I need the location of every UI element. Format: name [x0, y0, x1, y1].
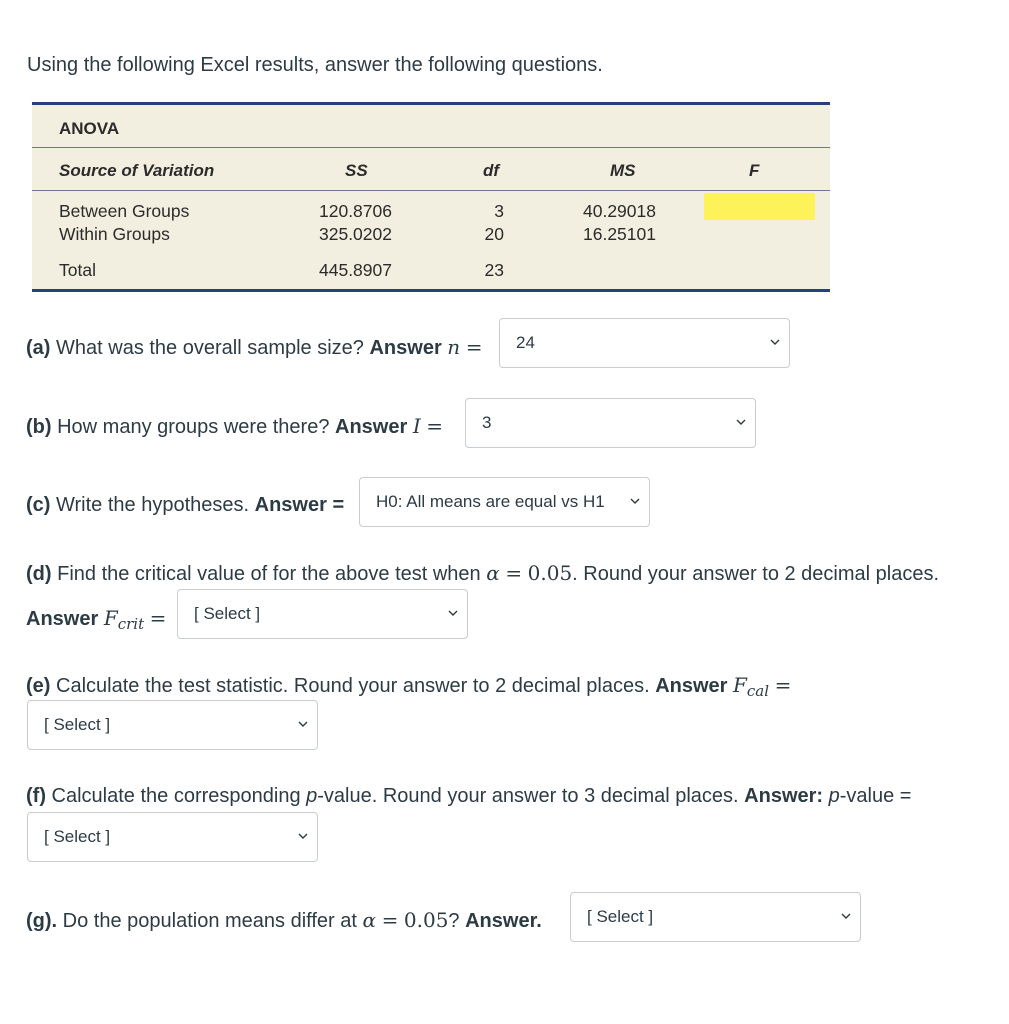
chevron-down-icon — [769, 336, 781, 348]
row-between-df: 3 — [494, 201, 504, 221]
alpha-symbol: α — [362, 908, 376, 932]
var-f: F — [103, 606, 118, 630]
critical-value-placeholder: [ Select ] — [194, 604, 261, 623]
question-f-text: Calculate the corresponding — [45, 785, 307, 807]
question-b-label: (b) — [26, 416, 52, 438]
test-statistic-placeholder: [ Select ] — [44, 715, 111, 734]
answer-label: Answer — [369, 337, 442, 359]
header-df: df — [483, 161, 500, 180]
question-g — [26, 908, 542, 933]
p-value-placeholder: [ Select ] — [44, 827, 111, 846]
var-n: n — [447, 335, 461, 359]
p-value-select[interactable] — [27, 812, 318, 862]
chevron-down-icon — [840, 910, 852, 922]
row-total-source: Total — [59, 260, 96, 280]
alpha-value: 0.05 — [403, 908, 449, 932]
alpha-value: 0.05 — [527, 561, 573, 585]
var-i: I — [412, 414, 421, 438]
header-f: F — [749, 161, 760, 180]
chevron-down-icon — [629, 495, 641, 507]
equals-sign: = — [505, 561, 523, 585]
question-f-text2: -value. Round your answer to 3 decimal places. — [317, 785, 745, 807]
equals-sign: = — [426, 414, 444, 438]
equals-sign: = — [381, 908, 399, 932]
answer-label: Answer — [26, 608, 99, 630]
row-within-ss: 325.0202 — [319, 224, 392, 244]
answer-label: Answer — [335, 416, 408, 438]
row-between-ms: 40.29018 — [583, 201, 656, 221]
question-b — [26, 414, 443, 439]
row-total-df: 23 — [484, 260, 504, 280]
table-divider — [32, 190, 830, 191]
alpha-symbol: α — [486, 561, 500, 585]
question-b-text: How many groups were there? — [51, 416, 336, 438]
table-divider — [32, 147, 830, 148]
anova-title: ANOVA — [59, 119, 120, 138]
question-c-text: Write the hypotheses. — [50, 494, 255, 516]
equals-sign: = — [149, 606, 167, 630]
var-f-subscript: cal — [746, 682, 770, 700]
critical-value-select[interactable] — [177, 589, 468, 639]
question-a-label: (a) — [26, 337, 51, 359]
question-a — [26, 335, 483, 360]
question-d-tail: . Round your answer to 2 decimal places. — [572, 563, 940, 585]
sample-size-value: 24 — [516, 333, 535, 352]
test-statistic-select[interactable] — [27, 700, 318, 750]
header-source: Source of Variation — [59, 161, 215, 180]
chevron-down-icon — [735, 416, 747, 428]
question-e-text: Calculate the test statistic. Round your answer to 2 decimal places. — [50, 675, 656, 697]
equals-sign: = — [465, 335, 483, 359]
instructions-text: Using the following Excel results, answer the following questions. — [27, 54, 603, 76]
hypotheses-value: H0: All means are equal vs H1 — [376, 492, 605, 511]
answer-label: Answer. — [465, 910, 542, 932]
var-f: F — [733, 673, 747, 697]
question-c-label: (c) — [26, 494, 51, 516]
question-d — [26, 561, 939, 586]
row-between-source: Between Groups — [59, 201, 190, 221]
group-count-value: 3 — [482, 413, 492, 432]
f-value-highlight — [704, 193, 815, 220]
question-f — [26, 785, 911, 808]
equals-sign: = — [774, 673, 792, 697]
sample-size-select[interactable] — [499, 318, 790, 368]
question-d-label: (d) — [26, 563, 52, 585]
var-f-subscript: crit — [117, 615, 145, 633]
chevron-down-icon — [447, 607, 459, 619]
question-c — [26, 494, 344, 517]
answer-label: Answer — [655, 675, 728, 697]
row-within-ms: 16.25101 — [583, 224, 656, 244]
hypotheses-select[interactable] — [359, 477, 650, 527]
row-within-df: 20 — [484, 224, 504, 244]
chevron-down-icon — [297, 830, 309, 842]
question-g-label: (g). — [26, 910, 58, 932]
question-f-label: (f) — [26, 785, 46, 807]
group-count-select[interactable] — [465, 398, 756, 448]
means-differ-select[interactable] — [570, 892, 861, 942]
question-e-label: (e) — [26, 675, 51, 697]
question-e — [26, 673, 791, 700]
answer-label: Answer: — [744, 785, 824, 807]
header-ss: SS — [345, 161, 368, 180]
question-f-text3: -value = — [839, 785, 912, 807]
question-g-tail: ? — [448, 910, 466, 932]
row-between-ss: 120.8706 — [319, 201, 392, 221]
means-differ-placeholder: [ Select ] — [587, 907, 654, 926]
question-d-text: Find the critical value of for the above test when — [51, 563, 487, 585]
question-g-text: Do the population means differ at — [57, 910, 363, 932]
row-within-source: Within Groups — [59, 224, 170, 244]
question-a-text: What was the overall sample size? — [50, 337, 370, 359]
row-total-ss: 445.8907 — [319, 260, 392, 280]
anova-table — [32, 102, 830, 292]
question-d-answer — [26, 606, 166, 633]
header-ms: MS — [610, 161, 636, 180]
answer-label: Answer = — [254, 494, 345, 516]
p-symbol: p — [306, 785, 318, 807]
p-symbol: p — [828, 785, 840, 807]
chevron-down-icon — [297, 718, 309, 730]
